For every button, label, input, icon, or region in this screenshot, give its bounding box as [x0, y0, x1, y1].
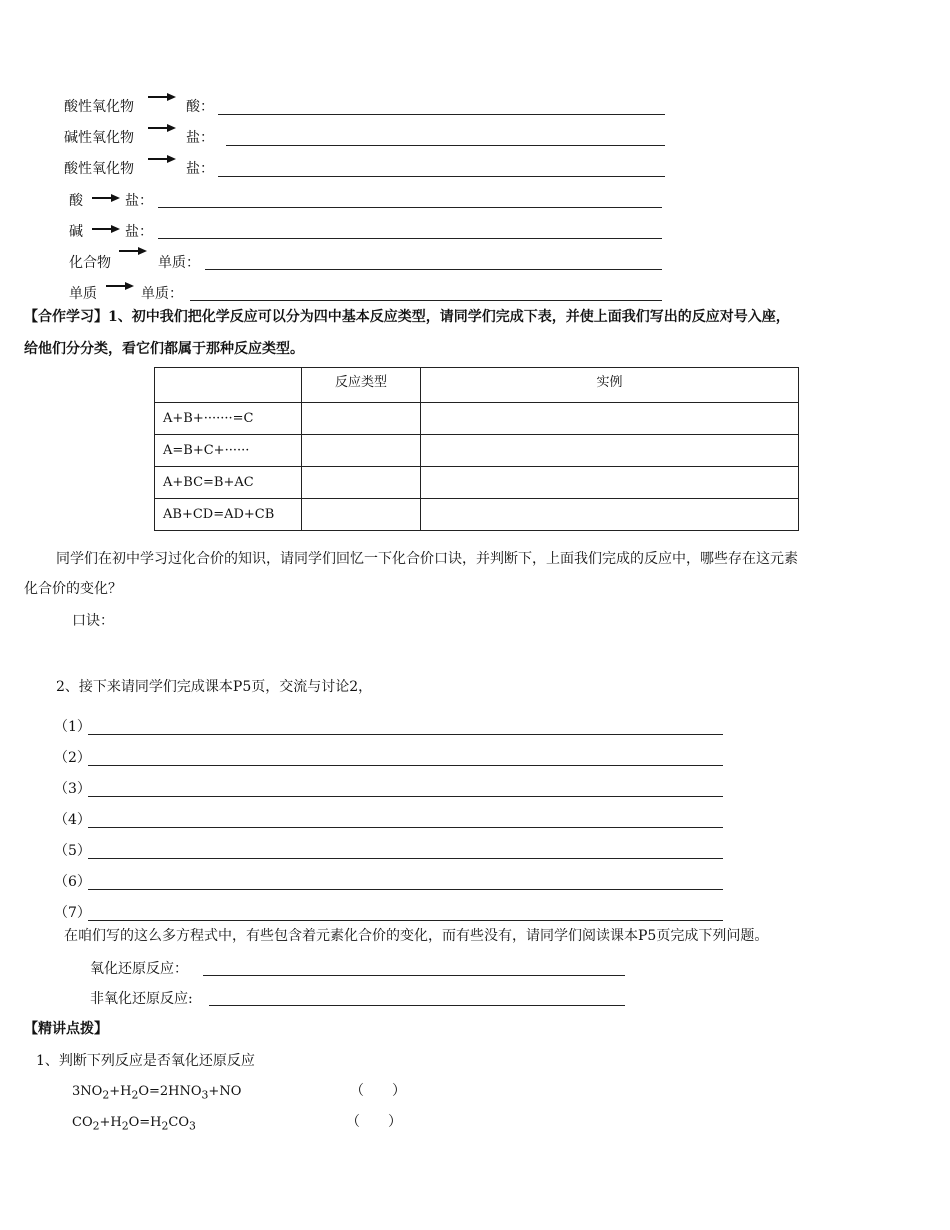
type-cell[interactable]	[302, 403, 421, 435]
table-header-row	[155, 368, 799, 403]
table-row	[155, 403, 799, 435]
formula-cell: A=B+C+······	[155, 435, 302, 467]
arrow-right-icon	[106, 281, 134, 291]
conv-to-3: 盐：	[186, 161, 214, 177]
koujue-label: 口诀：	[72, 613, 114, 629]
coop-text-2: 给他们分分类，看它们都属于那种反应类型。	[24, 341, 304, 357]
reaction-type-table	[154, 367, 799, 531]
type-cell[interactable]	[302, 435, 421, 467]
answer-line[interactable]	[88, 765, 723, 766]
conv-from-2: 碱性氧化物	[64, 130, 134, 146]
conv-to-5: 盐：	[125, 224, 153, 240]
example-cell[interactable]	[421, 467, 799, 499]
header-example: 实例	[421, 368, 799, 403]
conv-to-1: 酸：	[186, 99, 214, 115]
answer-paren-1[interactable]: （ ）	[350, 1083, 406, 1099]
answer-line[interactable]	[88, 920, 723, 921]
conv-to-2: 盐：	[186, 130, 214, 146]
answer-line[interactable]	[218, 114, 665, 115]
coop-line-1	[24, 308, 790, 326]
conv-from-3: 酸性氧化物	[64, 161, 134, 177]
equation-1: $3NO_2+H_2O=2HNO_3+NO$	[72, 1084, 242, 1102]
conv-from-1: 酸性氧化物	[64, 99, 134, 115]
valence-para-line-2: 化合价的变化？	[24, 581, 122, 597]
redox-intro-para: 在咱们写的这么多方程式中，有些包含着元素化合价的变化，而有些没有，请同学们阅读课本P5页完成下列问题。	[64, 928, 769, 944]
conv-to-7: 单质：	[141, 286, 183, 302]
formula-cell: A+BC=B+AC	[155, 467, 302, 499]
type-cell[interactable]	[302, 499, 421, 531]
coop-text-1: 1、初中我们把化学反应可以分为四中基本反应类型，请同学们完成下表，并使上面我们写出的反应对号入座，	[108, 309, 790, 325]
question-2: 2、接下来请同学们完成课本P5页，交流与讨论2，	[56, 679, 373, 695]
jingjiang-heading: 【精讲点拨】	[24, 1021, 108, 1037]
answer-line[interactable]	[88, 889, 723, 890]
answer-line[interactable]	[88, 858, 723, 859]
header-cell-empty	[155, 368, 302, 403]
valence-para-line-1: 同学们在初中学习过化合价的知识，请同学们回忆一下化合价口诀，并判断下，上面我们完成的反应中，哪些存在这元素	[56, 551, 798, 567]
answer-line[interactable]	[158, 238, 662, 239]
number-label-5: （5）	[54, 843, 91, 859]
arrow-right-icon	[119, 246, 147, 256]
answer-line[interactable]	[158, 207, 662, 208]
number-label-1: （1）	[54, 719, 91, 735]
header-reaction-type: 反应类型	[302, 368, 421, 403]
arrow-right-icon	[148, 123, 176, 133]
answer-line[interactable]	[88, 827, 723, 828]
arrow-right-icon	[148, 154, 176, 164]
answer-line[interactable]	[226, 145, 665, 146]
answer-line[interactable]	[218, 176, 665, 177]
answer-paren-2[interactable]: （ ）	[346, 1114, 402, 1130]
arrow-right-icon	[92, 193, 120, 203]
conv-to-4: 盐：	[125, 193, 153, 209]
number-label-3: （3）	[54, 781, 91, 797]
number-label-7: （7）	[54, 905, 91, 921]
conv-from-4: 酸	[69, 193, 83, 209]
answer-line[interactable]	[88, 734, 723, 735]
number-label-4: （4）	[54, 812, 91, 828]
formula-cell: A+B+·······=C	[155, 403, 302, 435]
judge-question: 1、判断下列反应是否氧化还原反应	[36, 1053, 255, 1069]
answer-line[interactable]	[88, 796, 723, 797]
formula-cell: AB+CD=AD+CB	[155, 499, 302, 531]
conv-to-6: 单质：	[158, 255, 200, 271]
answer-line[interactable]	[205, 269, 662, 270]
redox-label: 氧化还原反应：	[90, 961, 188, 977]
table-row	[155, 499, 799, 531]
nonredox-label: 非氧化还原反应:	[90, 991, 193, 1007]
equation-2: $CO_2+H_2O=H_2CO_3$	[72, 1115, 196, 1133]
conv-from-5: 碱	[69, 224, 83, 240]
coop-tag: 【合作学习】	[24, 309, 108, 325]
answer-line[interactable]	[190, 300, 662, 301]
table-row	[155, 467, 799, 499]
number-label-6: （6）	[54, 874, 91, 890]
arrow-right-icon	[92, 224, 120, 234]
answer-line[interactable]	[203, 975, 625, 976]
answer-line[interactable]	[209, 1005, 625, 1006]
example-cell[interactable]	[421, 403, 799, 435]
conv-from-6: 化合物	[69, 255, 111, 271]
type-cell[interactable]	[302, 467, 421, 499]
arrow-right-icon	[148, 92, 176, 102]
conv-from-7: 单质	[69, 286, 97, 302]
example-cell[interactable]	[421, 499, 799, 531]
table-row	[155, 435, 799, 467]
example-cell[interactable]	[421, 435, 799, 467]
number-label-2: （2）	[54, 750, 91, 766]
